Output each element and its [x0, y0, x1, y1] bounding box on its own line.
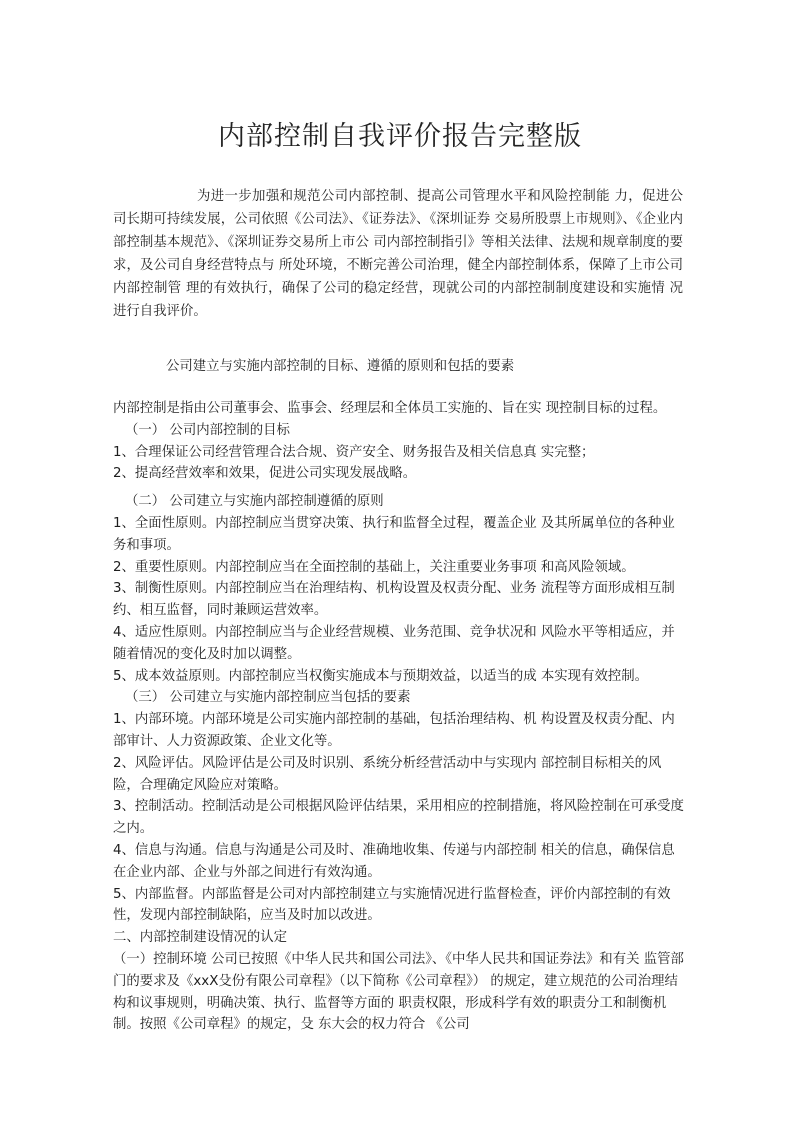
list-item: 2、提高经营效率和效果，促进公司实现发展战略。: [113, 466, 417, 482]
list-item: 5、内部监督。内部监督是公司对内部控制建立与实施情况进行监督检查，评价内部控制的有效性，发现内部控制缺陷，应当及时加以改进。: [113, 886, 671, 924]
list-item: 3、控制活动。控制活动是公司根据风险评估结果，采用相应的控制措施，将风险控制在可承受度之内。: [113, 799, 684, 837]
part-heading: 二、内部控制建设情况的认定: [113, 930, 288, 946]
document-title: 内部控制自我评价报告完整版: [218, 121, 582, 152]
document-body: [113, 398, 687, 1036]
list-item: 3、制衡性原则。内部控制应当在治理结构、机构设置及权责分配、业务 流程等方面形成相互制约、相互监督，同时兼顾运营效率。: [113, 581, 675, 619]
subsection-heading-elements: （三） 公司建立与实施内部控制应当包括的要素: [125, 690, 411, 706]
definition-paragraph: 内部控制是指由公司董事会、监事会、经理层和全体员工实施的、旨在实 现控制目标的过程。: [113, 401, 667, 416]
section-heading: 公司建立与实施内部控制的目标、遵循的原则和包括的要素: [166, 359, 515, 374]
list-item: 2、风险评估。风险评估是公司及时识别、系统分析经营活动中与实现内 部控制目标相关的风险，合理确定风险应对策略。: [113, 755, 662, 793]
subsection-heading-principles: （二） 公司建立与实施内部控制遵循的原则: [125, 494, 384, 510]
part-paragraph: （一）控制环境 公司已按照《中华人民共和国公司法》、《中华人民共和国证券法》和有关 监管部门的要求及《xxX殳份有限公司章程》（以下简称《公司章程》） 的规定，建立规范的公司治理结构和议事规则，明确决策、执行、监督等方面的 职责权限，形成科学有效的职责分工和制衡机制。按照《公司章程》的规定，殳 东大会的权力符合 《公司: [113, 951, 684, 1033]
subsection-heading-goals: （一） 公司内部控制的目标: [125, 422, 290, 438]
list-item: 4、适应性原则。内部控制应当与企业经营规模、业务范围、竞争状况和 风险水平等相适应，并随着情况的变化及时加以调整。: [113, 624, 675, 662]
list-item: 1、全面性原则。内部控制应当贯穿决策、执行和监督全过程，覆盖企业 及其所属单位的各种业务和事项。: [113, 515, 675, 553]
list-item: 1、合理保证公司经营管理合法合规、资产安全、财务报告及相关信息真 实完整；: [113, 444, 595, 460]
list-item: 1、内部环境。内部环境是公司实施内部控制的基础，包括治理结构、机 构设置及权责分配、内部审计、人力资源政策、企业文化等。: [113, 712, 675, 749]
list-item: 2、重要性原则。内部控制应当在全面控制的基础上，关注重要业务事项 和高风险领域。: [113, 559, 635, 575]
list-item: 5、成本效益原则。内部控制应当权衡实施成本与预期效益，以适当的成 本实现有效控制。: [113, 668, 649, 684]
list-item: 4、信息与沟通。信息与沟通是公司及时、准确地收集、传递与内部控制 相关的信息，确保信息在企业内部、企业与外部之间进行有效沟通。: [113, 842, 675, 880]
intro-paragraph: 为进一步加强和规范公司内部控制、提高公司管理水平和风险控制能 力，促进公司长期可持续发展，公司依照《公司法》、《证券法》、《深圳证券 交易所股票上市规则》、《企业内部控制基本规范》、《深圳证券交易所上市公 司内部控制指引》等相关法律、法规和规章制度的要求，及公司自身经营特点与 所处环境，不断完善公司治理，健全内部控制体系，保障了上市公司内部控制管 理的有效执行，确保了公司的稳定经营，现就公司的内部控制制度建设和实施情 况进行自我评价。: [113, 189, 683, 319]
